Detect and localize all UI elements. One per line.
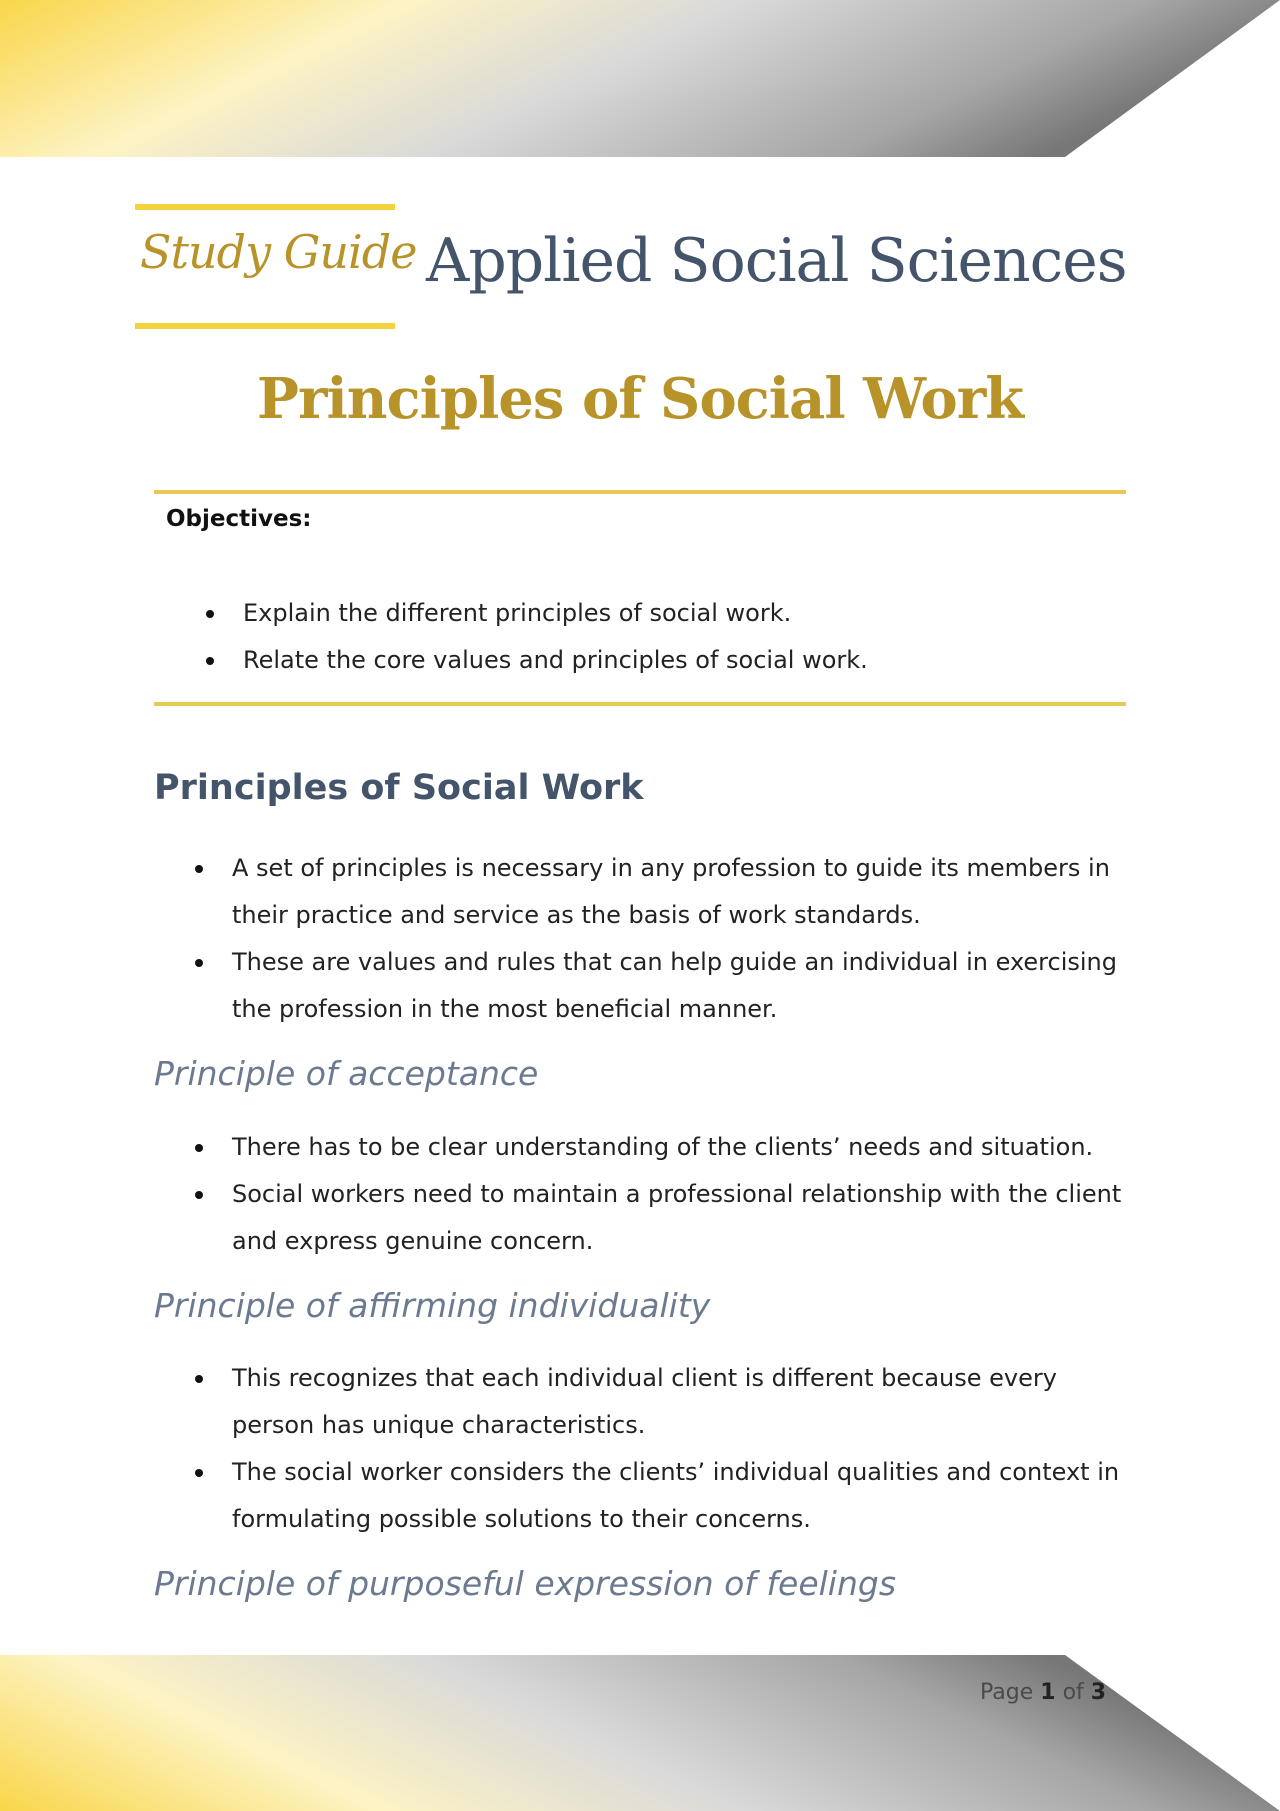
objectives-top-rule <box>154 490 1126 494</box>
objectives-list <box>243 590 868 684</box>
study-guide-top-rule <box>135 204 395 210</box>
subsection-heading-expression: Principle of purposeful expression of feelings <box>154 1564 897 1603</box>
list-item: These are values and rules that can help guide an individual in exercising the profession in the most beneficial manner. <box>232 939 1132 1033</box>
objectives-heading: Objectives: <box>166 506 312 532</box>
intro-list <box>232 845 1132 1033</box>
list-item: A set of principles is necessary in any profession to guide its members in their practice and service as the basis of work standards. <box>232 845 1132 939</box>
study-guide-label: Study Guide <box>140 225 417 279</box>
study-guide-bottom-rule <box>135 323 395 329</box>
list-item: There has to be clear understanding of the clients’ needs and situation. <box>232 1124 1132 1171</box>
subsection-heading-individuality: Principle of affirming individuality <box>154 1286 711 1325</box>
list-item: This recognizes that each individual client is different because every person has unique characteristics. <box>232 1355 1132 1449</box>
course-title: Applied Social Sciences <box>426 226 1127 296</box>
list-item: The social worker considers the clients’ individual qualities and context in formulating possible solutions to their concerns. <box>232 1449 1132 1543</box>
list-item: Social workers need to maintain a professional relationship with the client and express genuine concern. <box>232 1171 1132 1265</box>
subsection-heading-acceptance: Principle of acceptance <box>154 1054 539 1093</box>
header-banner <box>0 0 1280 157</box>
objectives-bottom-rule <box>154 702 1126 706</box>
list-item: Relate the core values and principles of social work. <box>243 637 868 684</box>
document-title: Principles of Social Work <box>256 366 1024 432</box>
section-heading: Principles of Social Work <box>154 768 644 808</box>
footer-banner <box>0 1655 1280 1811</box>
page-number: Page 1 of 3 <box>980 1680 1107 1705</box>
list-item: Explain the different principles of social work. <box>243 590 868 637</box>
acceptance-list <box>232 1124 1132 1265</box>
individuality-list <box>232 1355 1132 1543</box>
